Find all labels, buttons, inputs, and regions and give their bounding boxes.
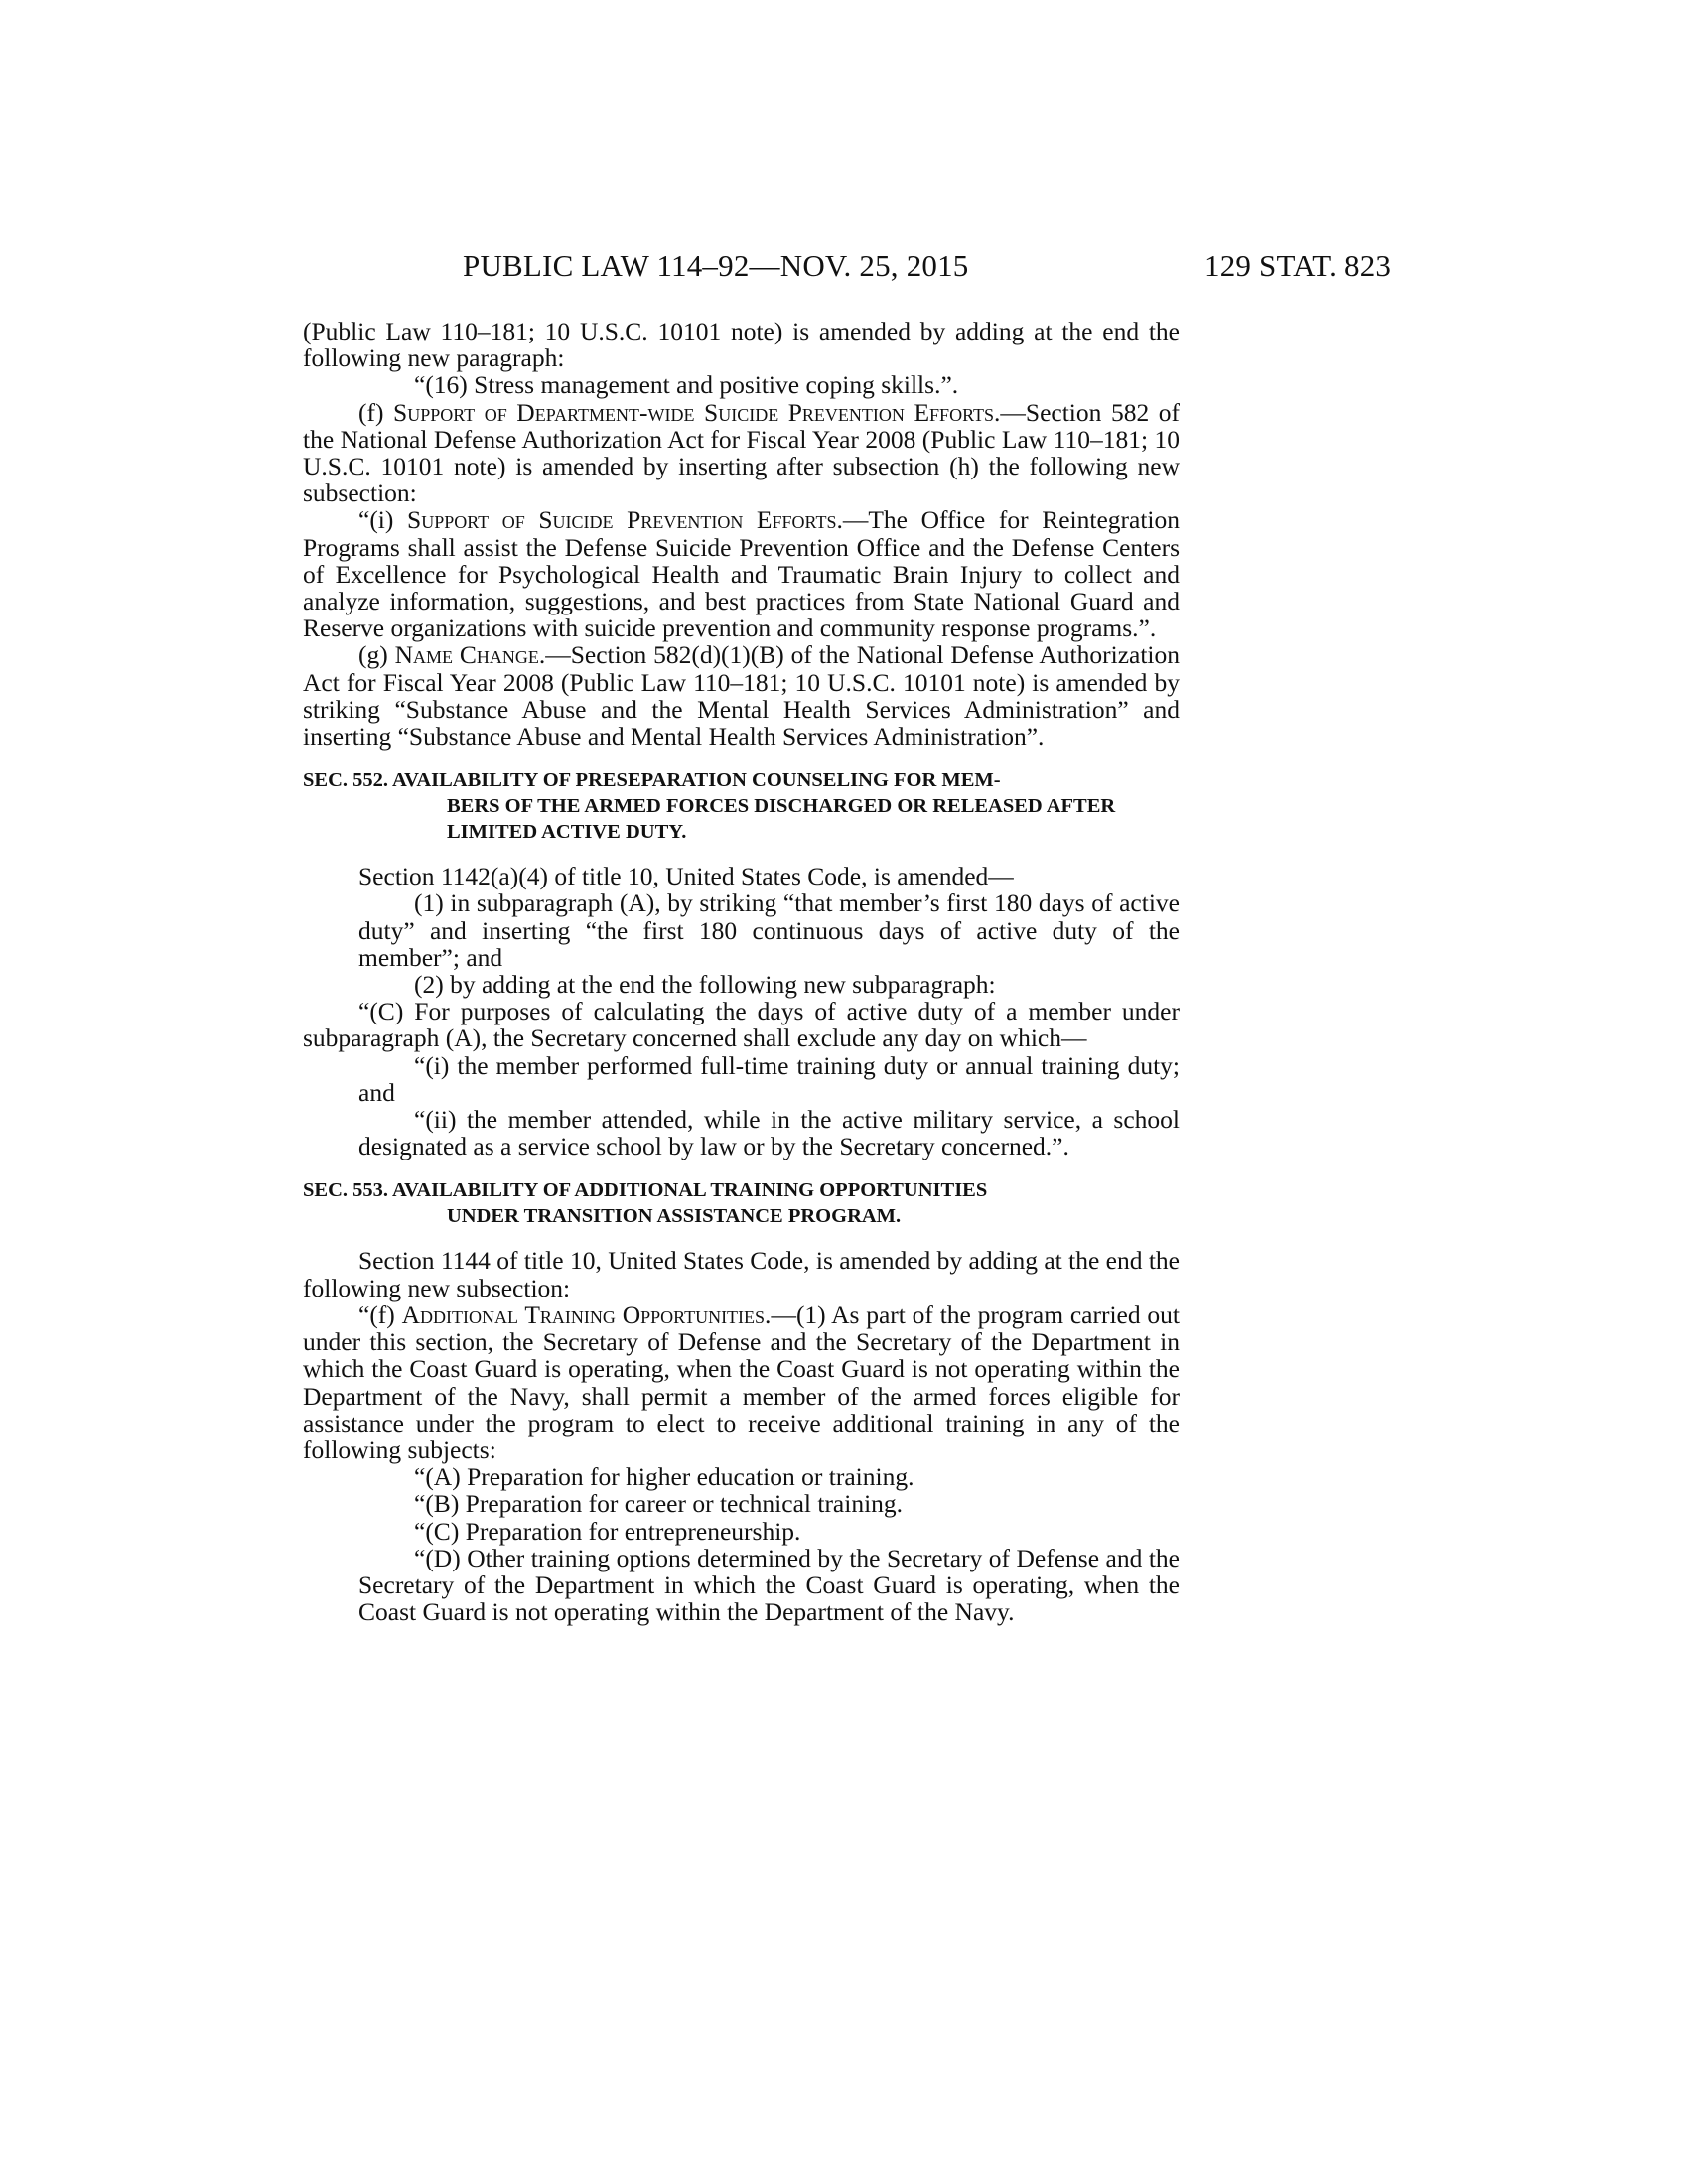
section-553-intro: Section 1144 of title 10, United States Code, is amended by adding at the end the following new subsection: xyxy=(303,1246,1180,1302)
section-553-subsection-f-heading: Additional Training Opportunities. xyxy=(401,1299,772,1329)
section-553-item-d: “(D) Other training options determined by the Secretary of Defense and the Secretary of the Department in which the Coast Guard is operating, when the Coast Guard is not operating within the Department of the Navy. xyxy=(358,1543,1180,1627)
paragraph-continuation: (Public Law 110–181; 10 U.S.C. 10101 note) is amended by adding at the end the following new paragraph: xyxy=(303,317,1180,373)
section-553-item-c: “(C) Preparation for entrepreneurship. xyxy=(414,1516,801,1546)
section-552-item-1: (1) in subparagraph (A), by striking “that member’s first 180 days of active duty” and inserting “the first 180 continuous days of active duty of the member”; and xyxy=(358,888,1180,972)
subsection-g-text: —Section 582(d)(1)(B) of the National Defense Authorization Act for Fiscal Year 2008 (Public Law 110–181; 10 U.S.C. 10101 note) is amended by striking “Substance Abuse and the Mental Health Services Administration” and inserting “Substance Abuse and Mental Health Services Administration”. xyxy=(303,640,1180,751)
section-552-subparagraph-c: “(C) For purposes of calculating the days of active duty of a member under subparagraph (A), the Secretary concerned shall exclude any day on which— xyxy=(303,997,1180,1053)
paragraph-item-16: “(16) Stress management and positive coping skills.”. xyxy=(414,370,959,400)
subsection-f xyxy=(303,399,1180,507)
subsection-i-label: “(i) xyxy=(358,505,394,535)
subsection-f-heading: Support of Department-wide Suicide Prevention Efforts. xyxy=(393,397,1001,427)
section-553-item-b: “(B) Preparation for career or technical training. xyxy=(414,1489,904,1519)
section-553-heading: SEC. 553. AVAILABILITY OF ADDITIONAL TRAINING OPPORTUNITIES UNDER TRANSITION ASSISTANCE PROGRAM. xyxy=(303,1179,988,1228)
subsection-f-text: —Section 582 of the National Defense Authorization Act for Fiscal Year 2008 (Public Law 110–181; 10 U.S.C. 10101 note) is amended by inserting after subsection (h) the following new subsection: xyxy=(303,397,1180,508)
running-head-stat: 129 STAT. 823 xyxy=(1204,248,1392,283)
body-text xyxy=(303,318,1180,1625)
subsection-g-heading: Name Change. xyxy=(394,640,546,670)
subsection-i-heading: Support of Suicide Prevention Efforts. xyxy=(407,505,843,535)
section-552-intro: Section 1142(a)(4) of title 10, United States Code, is amended— xyxy=(358,862,1014,891)
subsection-g xyxy=(303,641,1180,750)
section-553-item-a: “(A) Preparation for higher education or training. xyxy=(414,1462,914,1492)
section-552-clause-ii: “(ii) the member attended, while in the active military service, a school designated as a service school by law or by the Secretary concerned.”. xyxy=(358,1105,1180,1161)
subsection-i-text: —The Office for Reintegration Programs shall assist the Defense Suicide Prevention Office and the Defense Centers of Excellence for Psychological Health and Traumatic Brain Injury to collect and analyze information, suggestions, and best practices from State National Guard and Reserve organizations with suicide prevention and community response programs.”. xyxy=(303,505,1180,643)
running-head-title: PUBLIC LAW 114–92—NOV. 25, 2015 xyxy=(463,248,969,283)
section-553-subsection-f: “(f) Additional Training Opportunities.—(1) As part of the program carried out under this section, the Secretary of Defense and the Secretary of the Department in which the Coast Guard is operating, when the Coast Guard is not operating within the Department of the Navy, shall permit a member of the armed forces eligible for assistance under the program to elect to receive additional training in any of the following subjects: xyxy=(303,1299,1181,1464)
subsection-i xyxy=(303,506,1180,641)
section-552-heading: SEC. 552. AVAILABILITY OF PRESEPARATION COUNSELING FOR MEM- BERS OF THE ARMED FORCES DISCHARGED OR RELEASED AFTER LIMITED ACTIVE DUTY. xyxy=(303,769,1116,844)
subsection-f-label: (f) xyxy=(358,397,384,427)
section-552-clause-i: “(i) the member performed full-time training duty or annual training duty; and xyxy=(358,1050,1180,1107)
subsection-g-label: (g) xyxy=(358,640,388,670)
section-552-item-2: (2) by adding at the end the following new subparagraph: xyxy=(414,970,996,1000)
